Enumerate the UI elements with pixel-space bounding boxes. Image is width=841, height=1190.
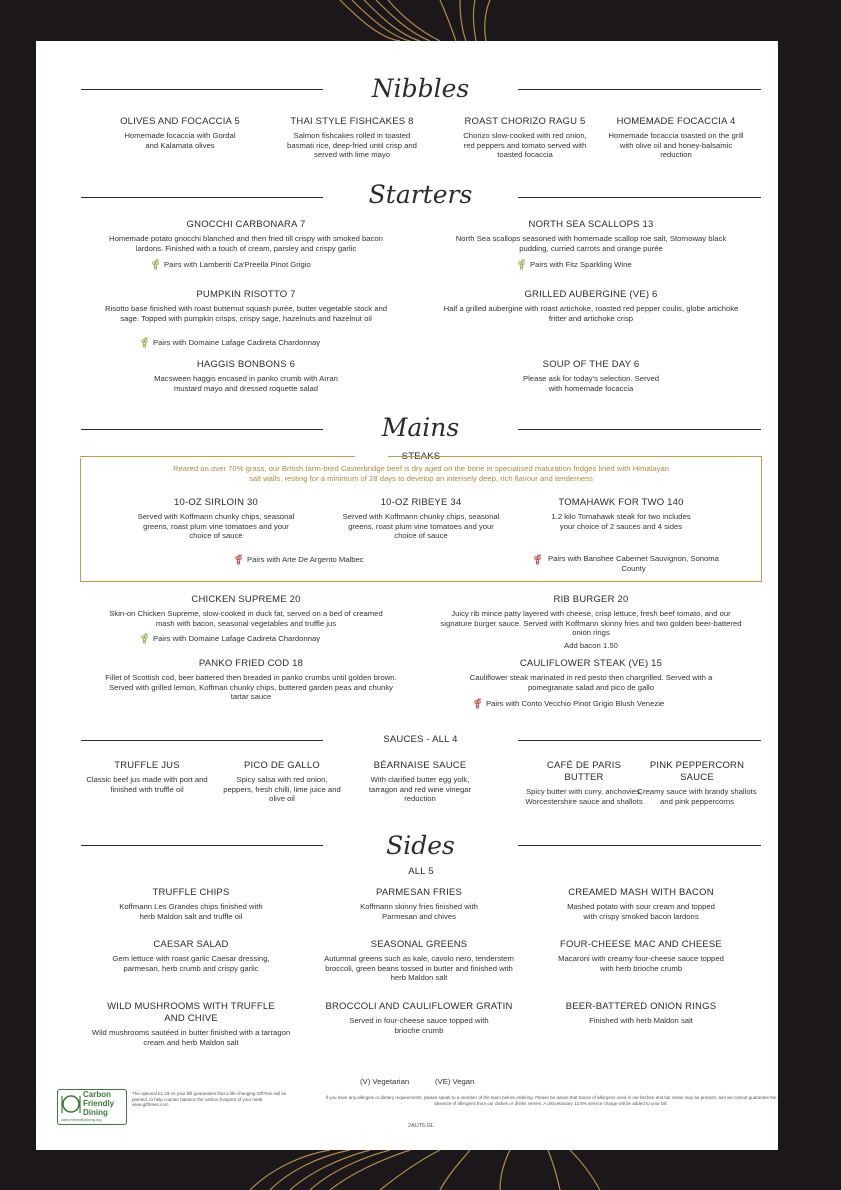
menu-code: 2AUT5.GL — [408, 1123, 434, 1129]
item-name: TRUFFLE JUS — [114, 760, 180, 771]
divider-line — [518, 740, 761, 741]
pairing-text: Pairs with Fitz Sparkling Wine — [530, 260, 632, 269]
item-description: Homemade focaccia with Gordal and Kalamata olives — [124, 131, 236, 150]
item-name: NORTH SEA SCALLOPS 13 — [528, 219, 654, 230]
item-description: Skin-on Chicken Supreme, slow-cooked in duck fat, served on a bed of creamed mash with bacon, seasonal vegetables and truffle jus — [109, 609, 383, 628]
section-title-starters: Starters — [368, 180, 473, 209]
grape-icon — [517, 259, 527, 270]
item-description: Koffmann Les Grandes chips finished with herb Maldon salt and truffle oil — [119, 902, 263, 921]
steaks-label: STEAKS — [401, 451, 441, 462]
item-name: PUMPKIN RISOTTO 7 — [196, 289, 296, 300]
menu-item — [91, 939, 291, 973]
item-name: PANKO FRIED COD 18 — [198, 658, 304, 669]
item-description: Juicy rib mince patty layered with cheese, crisp lettuce, fresh beef tomato, and our signature burger sauce. Served with Koffmann skinny fries and two golden beer-battered onion rings — [440, 609, 742, 638]
item-name: GNOCCHI CARBONARA 7 — [186, 219, 306, 230]
logo-text-1: Carbon — [83, 1090, 111, 1099]
wine-pairing — [473, 698, 664, 709]
item-description: Wild mushrooms sautéed in butter finished with a tarragon cream and herb Maldon salt — [91, 1028, 291, 1047]
divider-line — [81, 740, 323, 741]
steaks-intro: Reared on over 70% grass, our British farm-bred Casterbridge beef is dry aged on the bone in specialised maturation fridges lined with Himalayan salt walls, resting for a minimum of 28 days to develop an intensely deep, rich flavour and tenderness — [172, 464, 670, 483]
section-title-mains: Mains — [381, 413, 460, 442]
item-extra: Add bacon 1.50 — [564, 640, 618, 650]
menu-item — [91, 1001, 291, 1047]
sauces-title: SAUCES - ALL 4 — [383, 734, 458, 745]
grape-icon — [140, 337, 150, 348]
item-name: 10-OZ RIBEYE 34 — [380, 497, 462, 508]
item-description: Risotto base finished with roast butternut squash purée, butter vegetable stock and sage. Topped with pumpkin crisps, crispy sage, hazelnuts and hazelnut oil — [104, 304, 388, 323]
menu-item — [436, 594, 746, 650]
item-name: SEASONAL GREENS — [370, 939, 468, 950]
menu-item — [636, 760, 758, 806]
item-name: CAULIFLOWER STEAK (VE) 15 — [519, 658, 663, 669]
item-name: BÉARNAISE SAUCE — [373, 760, 467, 771]
grape-icon — [533, 554, 543, 565]
item-name: RIB BURGER 20 — [553, 594, 629, 605]
item-description: Gem lettuce with roast garlic Caesar dressing, parmesan, herb crumb and crispy garlic — [112, 954, 270, 973]
menu-item — [101, 658, 401, 702]
carbon-text: The optional £1.23 on your bill guarantees that a life-changing GiftTree will be planted, to help counter balance the carbon footprint of your meal. www.gifttrees.com — [132, 1091, 287, 1107]
grape-icon — [151, 259, 161, 270]
menu-item — [456, 658, 726, 692]
legend-vegan: (VE) Vegan — [435, 1077, 475, 1086]
wine-pairing — [517, 259, 632, 270]
item-name: CHICKEN SUPREME 20 — [191, 594, 301, 605]
item-name: HOMEMADE FOCACCIA 4 — [616, 116, 736, 127]
menu-item — [96, 289, 396, 323]
menu-item — [96, 219, 396, 253]
plate-icon — [61, 1093, 81, 1115]
section-title-sides: Sides — [386, 831, 455, 860]
item-name: OLIVES AND FOCACCIA 5 — [120, 116, 240, 127]
menu-item — [221, 760, 343, 804]
item-description: Chorizo slow-cooked with red onion, red peppers and tomato served with toasted focaccia — [463, 131, 587, 160]
pairing-text: Pairs with Lamberiti Ca'Preella Pinot Grigio — [164, 260, 311, 269]
menu-item — [541, 1001, 741, 1026]
pairing-text: Pairs with Banshee Cabernet Sauvignon, Sonoma County — [548, 554, 719, 573]
item-description: Please ask for today's selection. Served with homemade focaccia — [522, 374, 660, 393]
item-name: PARMESAN FRIES — [375, 887, 463, 898]
pairing-text: Pairs with Domaine Lafage Cadireta Chardonnay — [153, 634, 321, 643]
pairing-text: Pairs with Arte De Argento Malbec — [247, 555, 364, 564]
menu-item — [441, 289, 741, 323]
menu-item — [586, 116, 766, 160]
item-description: Autumnal greens such as kale, cavolo nero, tenderstem broccoli, green beans tossed in butter and finished with herb Maldon salt — [324, 954, 514, 983]
logo-text-2: Friendly — [83, 1099, 115, 1108]
item-description: Homemade potato gnocchi blanched and then fried till crispy with smoked bacon lardons. Finished with a touch of cream, parsley and crispy garlic — [109, 234, 383, 253]
menu-item — [90, 116, 270, 150]
menu-item — [96, 359, 396, 393]
sides-subtitle: ALL 5 — [408, 866, 434, 877]
item-description: Spicy salsa with red onion, peppers, fresh chilli, lime juice and olive oil — [223, 775, 341, 804]
divider-line — [518, 89, 761, 90]
menu-item — [319, 939, 519, 983]
item-description: Homemade focaccia toasted on the grill with olive oil and honey-balsamic reduction — [608, 131, 744, 160]
item-name: THAI STYLE FISHCAKES 8 — [290, 116, 414, 127]
divider-line — [81, 845, 323, 846]
menu-item — [262, 116, 442, 160]
menu-item — [541, 939, 741, 973]
pairing-text: Pairs with Conto Vecchio Pinot Grigio Blush Venezie — [486, 699, 665, 708]
menu-item — [91, 887, 291, 921]
grape-icon — [140, 633, 150, 644]
grape-icon — [473, 698, 483, 709]
item-description: Half a grilled aubergine with roast artichoke, roasted red pepper coulis, globe artichoke fritter and artichoke crisp — [443, 304, 739, 323]
allergy-notice: If you have any allergies or dietary requirements, please speak to a member of the team before ordering. Please be aware that traces of allergens used in our kitchen and bar areas may be present, and we cannot guarantee the absence of allergens from our dishes or drinks serves. A discretionary 12.5% service charge will be added to your bill. — [325, 1095, 777, 1106]
item-description: Served with Koffmann chunky chips, seasonal greens, roast plum vine tomatoes and your choice of sauce — [137, 512, 295, 541]
divider-line — [81, 89, 323, 90]
menu-item — [319, 887, 519, 921]
item-description: With clarified butter egg yolk, tarragon and red wine vinegar reduction — [368, 775, 472, 804]
item-name: CREAMED MASH WITH BACON — [568, 887, 714, 898]
item-description: Fillet of Scottish cod, beer battered then breaded in panko crumbs until golden brown. Served with grilled lemon, Koffman chunky chips, buttered garden peas and chunky tartar sauce — [105, 673, 397, 702]
item-description: Cauliflower steak marinated in red pesto then chargrilled. Served with a pomegranate salad and pico de gallo — [469, 673, 713, 692]
item-name: CAESAR SALAD — [153, 939, 229, 950]
logo-text-3: Dining — [83, 1108, 108, 1117]
logo-url: carbonfriendlydining.org — [61, 1118, 102, 1122]
item-name: PINK PEPPERCORN SAUCE — [649, 760, 745, 783]
carbon-friendly-logo — [57, 1089, 127, 1125]
menu-item — [518, 760, 650, 806]
item-name: FOUR-CHEESE MAC AND CHEESE — [560, 939, 722, 950]
item-name: GRILLED AUBERGINE (VE) 6 — [524, 289, 658, 300]
menu-item — [336, 497, 506, 541]
menu-card — [36, 41, 778, 1150]
item-description: Salmon fishcakes rolled in toasted basmati rice, deep-fried until crisp and served with lime mayo — [287, 131, 417, 160]
item-description: Creamy sauce with brandy shallots and pink peppercorns — [637, 787, 757, 806]
item-name: SOUP OF THE DAY 6 — [542, 359, 640, 370]
divider-line — [81, 429, 323, 430]
menu-item — [441, 219, 741, 253]
item-name: WILD MUSHROOMS WITH TRUFFLE AND CHIVE — [107, 1001, 275, 1024]
menu-item — [319, 1001, 519, 1035]
divider-line — [81, 197, 323, 198]
menu-item — [536, 497, 706, 531]
item-description: Served with Koffmann chunky chips, seasonal greens, roast plum vine tomatoes and your choice of sauce — [342, 512, 500, 541]
menu-item — [359, 760, 481, 804]
divider-line — [518, 845, 761, 846]
menu-item — [101, 594, 391, 628]
item-description: Finished with herb Maldon salt — [589, 1016, 693, 1025]
item-name: BROCCOLI AND CAULIFLOWER GRATIN — [325, 1001, 513, 1012]
item-name: TOMAHAWK FOR TWO 140 — [558, 497, 684, 508]
wine-pairing — [151, 259, 311, 270]
menu-item — [86, 760, 208, 794]
item-name: BEER-BATTERED ONION RINGS — [565, 1001, 717, 1012]
pairing-text: Pairs with Domaine Lafage Cadireta Chardonnay — [153, 338, 321, 347]
menu-item — [541, 887, 741, 921]
item-description: Served in four-cheese sauce topped with brioche crumb — [349, 1016, 489, 1035]
item-description: Spicy butter with curry, anchovies, Worcestershire sauce and shallots — [525, 787, 643, 806]
wine-pairing — [140, 337, 320, 348]
wine-pairing — [533, 554, 721, 573]
section-title-nibbles: Nibbles — [371, 74, 470, 103]
item-name: HAGGIS BONBONS 6 — [196, 359, 296, 370]
steaks-box-top-left — [80, 456, 355, 457]
legend-vegetarian: (V) Vegetarian — [360, 1077, 410, 1086]
item-description: Classic beef jus made with port and finished with truffle oil — [86, 775, 208, 794]
menu-item — [441, 359, 741, 393]
divider-line — [518, 197, 761, 198]
divider-line — [518, 429, 761, 430]
item-name: 10-OZ SIRLOIN 30 — [174, 497, 258, 508]
item-description: 1.2 kilo Tomahawk steak for two includes your choice of 2 sauces and 4 sides — [551, 512, 691, 531]
item-description: Mashed potato with sour cream and topped with crispy smoked bacon lardons — [567, 902, 715, 921]
item-description: Macaroni with creamy four-cheese sauce topped with herb brioche crumb — [558, 954, 724, 973]
wine-pairing — [234, 554, 364, 565]
item-description: Koffmann skinny fries finished with Parmesan and chives — [360, 902, 478, 921]
item-name: TRUFFLE CHIPS — [152, 887, 230, 898]
item-name: CAFÉ DE PARIS BUTTER — [546, 760, 622, 783]
item-description: North Sea scallops seasoned with homemade scallop roe salt, Stornoway black pudding, curried carrots and orange purée — [455, 234, 727, 253]
grape-icon — [234, 554, 244, 565]
wine-pairing — [140, 633, 320, 644]
item-description: Macsween haggis encased in panko crumb with Arran mustard mayo and dressed roquette salad — [154, 374, 338, 393]
item-name: ROAST CHORIZO RAGU 5 — [464, 116, 586, 127]
item-name: PICO DE GALLO — [244, 760, 320, 771]
menu-item — [136, 497, 296, 541]
